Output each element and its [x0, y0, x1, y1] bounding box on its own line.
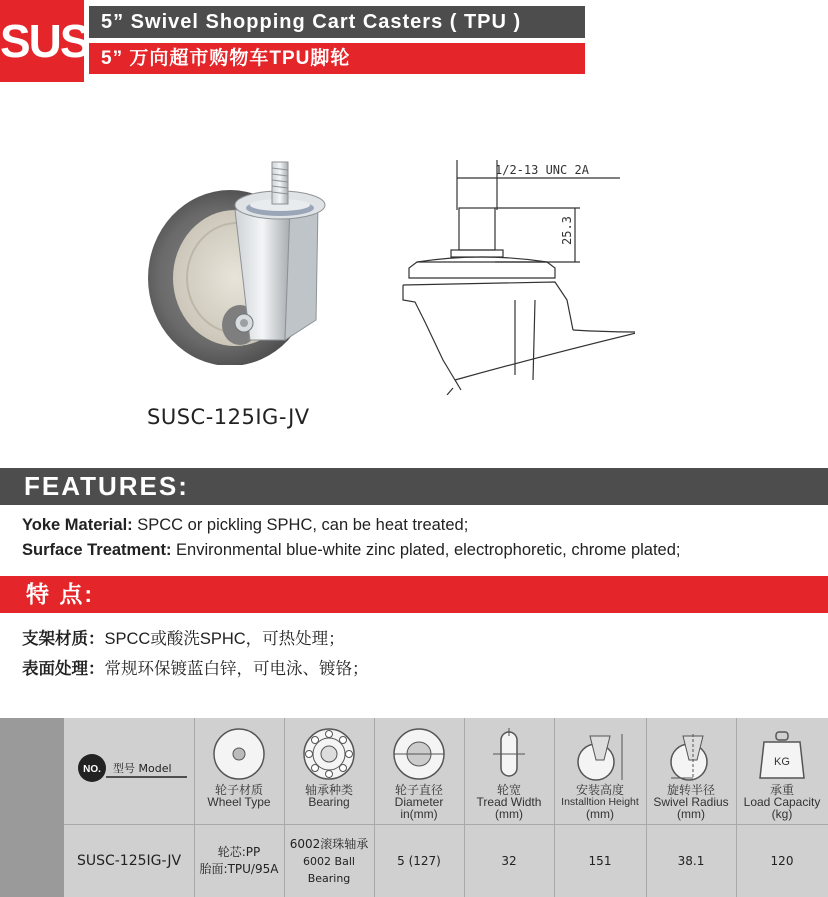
col-en: Wheel Type — [207, 795, 271, 809]
feature-cn-line-yoke — [22, 625, 345, 649]
technical-drawing — [395, 150, 635, 395]
row-wheel-type — [194, 825, 284, 897]
bearing-en: 6002 Ball Bearing — [303, 854, 355, 885]
col-en: Swivel Radius — [653, 795, 729, 809]
col-en: Tread Width — [476, 795, 542, 809]
install-height-icon — [570, 726, 630, 782]
no-label: NO. — [83, 764, 101, 775]
feature-text: SPCC or pickling SPHC, can be heat treated; — [132, 516, 469, 534]
features-cn-heading: 特 点: — [0, 576, 828, 613]
col-en: Bearing — [308, 795, 350, 809]
col-tread-width — [464, 718, 554, 824]
col-unit: (mm) — [586, 807, 614, 821]
row-tread-width: 32 — [501, 854, 517, 868]
bearing-icon — [299, 726, 359, 782]
spec-table-row-header — [0, 718, 64, 897]
col-cn: 轮宽 — [496, 783, 521, 797]
kg-icon-label: KG — [774, 756, 790, 768]
feature-text: Environmental blue-white zinc plated, electrophoretic, chrome plated; — [171, 541, 681, 559]
col-cn: 旋转半径 — [666, 783, 715, 797]
brand-badge: SUS — [0, 0, 84, 82]
col-unit: (mm) — [677, 807, 705, 821]
col-diameter — [374, 718, 464, 824]
swivel-radius-icon — [661, 726, 721, 782]
col-bearing — [284, 718, 374, 824]
col-cn: 承重 — [769, 783, 794, 797]
col-unit: in(mm) — [400, 807, 438, 821]
model-header-label: 型号 Model — [113, 762, 172, 775]
wheel-type-icon — [209, 726, 269, 782]
col-cn: 轮子直径 — [394, 783, 443, 797]
features-heading: FEATURES: — [0, 468, 828, 505]
feature-line-yoke — [22, 516, 468, 535]
feature-line-surface — [22, 541, 681, 560]
feature-label: Yoke Material: — [22, 516, 133, 534]
feature-label: 表面处理： — [22, 660, 105, 678]
col-unit: (kg) — [771, 807, 793, 821]
title-english: 5” Swivel Shopping Cart Casters ( TPU ) — [89, 6, 585, 38]
feature-text: 常规环保镀蓝白锌，可电泳、镀铬； — [104, 660, 369, 678]
row-swivel-radius: 38.1 — [677, 854, 705, 868]
col-unit: (mm) — [495, 807, 523, 821]
diameter-icon — [389, 726, 449, 782]
col-en: Load Capacity — [743, 795, 821, 809]
row-model: SUSC-125IG-JV — [76, 853, 182, 869]
feature-text: SPCC或酸洗SPHC，可热处理； — [104, 630, 345, 648]
col-cn: 轮子材质 — [214, 783, 263, 797]
col-swivel-radius — [646, 718, 736, 824]
thread-spec-label: 1/2-13 UNC 2A — [495, 163, 589, 177]
wheel-core: 轮芯:PP — [217, 845, 261, 859]
feature-label: 支架材质： — [22, 630, 105, 648]
caster-photo — [140, 150, 340, 365]
col-cn: 安装高度 — [575, 783, 624, 797]
title-chinese: 5” 万向超市购物车TPU脚轮 — [89, 43, 585, 74]
col-install-height — [554, 718, 646, 824]
tread-width-icon — [479, 726, 539, 782]
col-cn: 轴承种类 — [304, 783, 353, 797]
weight-icon — [752, 726, 812, 782]
col-en: Installtion Height — [561, 796, 639, 808]
feature-label: Surface Treatment: — [22, 541, 172, 559]
row-install-height: 151 — [588, 854, 612, 868]
col-en: Diameter — [394, 795, 444, 809]
stem-height-label: 25.3 — [560, 216, 574, 245]
feature-cn-line-surface — [22, 655, 369, 679]
wheel-tread: 胎面:TPU/95A — [199, 862, 279, 876]
row-bearing — [284, 825, 374, 897]
row-diameter: 5 (127) — [397, 854, 441, 868]
row-load-capacity: 120 — [770, 854, 794, 868]
model-header — [75, 754, 187, 782]
col-wheel-type — [194, 718, 284, 824]
bearing-cn: 6002滚珠轴承 — [289, 836, 369, 851]
model-caption: SUSC-125IG-JV — [147, 405, 310, 429]
col-load-capacity — [736, 718, 828, 824]
